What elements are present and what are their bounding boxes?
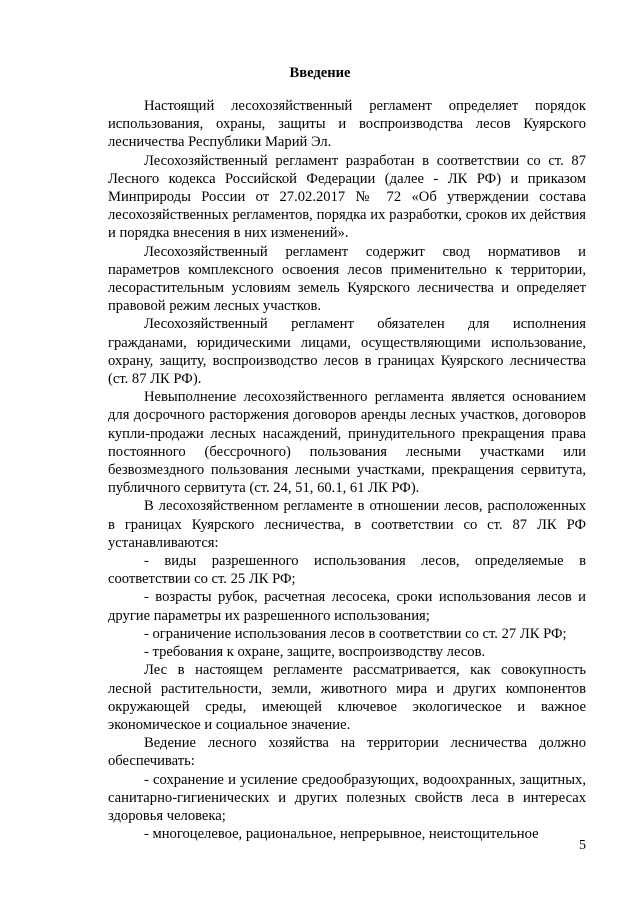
list-item-felling-ages: - возрасты рубок, расчетная лесосека, сроки использования лесов и другие параметры их разрешенного использования; — [108, 589, 586, 624]
paragraph-forest-definition: Лес в настоящем регламенте рассматривается, как совокупность лесной растительности, земли, животного мира и других компонентов окружающей среды, имеющей ключевое экологическое и важное экономическое и социальное значение. — [108, 662, 586, 733]
list-item-use-restrictions: - ограничение использования лесов в соответствии со ст. 27 ЛК РФ; — [144, 625, 567, 642]
list-item-protection-requirements: - требования к охране, защите, воспроизводству лесов. — [144, 644, 486, 661]
list-item-permitted-use: - виды разрешенного использования лесов, определяемые в соответствии со ст. 25 ЛК РФ; — [108, 553, 586, 588]
list-item-multipurpose-use: - многоцелевое, рациональное, непрерывное, неистощительное — [144, 826, 539, 843]
paragraph-established-items: В лесохозяйственном регламенте в отношении лесов, расположенных в границах Куярского лесничества, в соответствии со ст. 87 ЛК РФ устанавливаются: — [108, 498, 586, 551]
paragraph-obligation: Лесохозяйственный регламент обязателен для исполнения гражданами, юридическими лицами, осуществляющими использование, охрану, защиту, воспроизводство лесов в границах Куярского лесничества (ст. 87 ЛК РФ). — [108, 316, 586, 388]
paragraph-non-compliance: Невыполнение лесохозяйственного регламента является основанием для досрочного расторжения договоров аренды лесных участков, договоров купли-продажи лесных насаждений, принудительного прекращения права постоянного (бессрочного) пользования лесными участками или безвозмездного пользования лесными участками, прекращения сервитута, публичного сервитута (ст. 24, 51, 60.1, 61 ЛК РФ). — [108, 389, 586, 497]
list-item-preservation: - сохранение и усиление средообразующих, водоохранных, защитных, санитарно-гигиенических и других полезных свойств леса в интересах здоровья человека; — [108, 771, 586, 824]
paragraph-norms: Лесохозяйственный регламент содержит свод нормативов и параметров комплексного освоения лесов применительно к территории, лесорастительным условиям земель Куярского лесничества и определяет правовой режим лесных участков. — [108, 243, 586, 315]
section-title: Введение — [289, 65, 351, 81]
paragraph-intro: Настоящий лесохозяйственный регламент определяет порядок использования, охраны, защиты и воспроизводства лесов Куярского лесничества Республики Марий Эл. — [108, 98, 586, 151]
page-number: 5 — [579, 838, 586, 853]
paragraph-legal-basis: Лесохозяйственный регламент разработан в соответствии со ст. 87 Лесного кодекса Российской Федерации (далее - ЛК РФ) и приказом Минприроды России от 27.02.2017 № 72 «Об утверждении состава лесохозяйственных регламентов, порядка их разработки, сроков их действия и порядка внесения в них изменений». — [108, 152, 586, 242]
paragraph-forestry-goals: Ведение лесного хозяйства на территории лесничества должно обеспечивать: — [108, 735, 586, 770]
document-body — [108, 97, 586, 843]
